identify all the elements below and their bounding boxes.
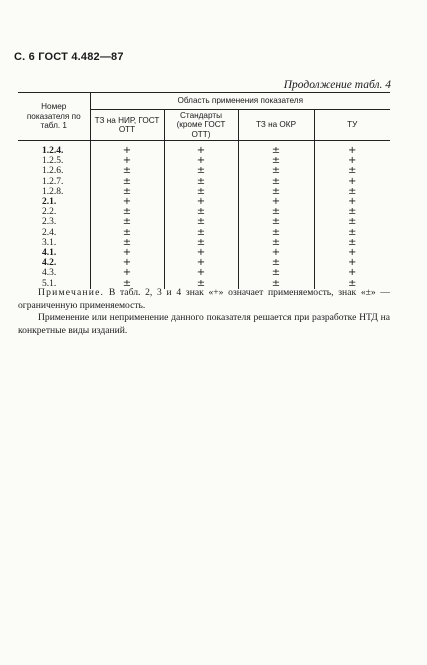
indicator-number: 2.2. xyxy=(42,207,57,218)
page-header: С. 6 ГОСТ 4.482—87 xyxy=(14,51,124,63)
applicability-mark: ± xyxy=(90,187,164,197)
note-paragraph-2: Применение или неприменение данного показателя решается при разработке НТД на конкретные виды изданий. xyxy=(18,312,390,336)
applicability-mark: ± xyxy=(238,238,314,248)
applicability-mark: ± xyxy=(238,187,314,197)
table-note xyxy=(18,287,390,337)
applicability-mark: ± xyxy=(314,217,390,227)
applicability-mark: + xyxy=(314,141,390,157)
applicability-mark: ± xyxy=(90,207,164,217)
applicability-mark: ± xyxy=(90,217,164,227)
table-body xyxy=(18,141,390,289)
applicability-mark: + xyxy=(90,258,164,268)
applicability-mark: ± xyxy=(164,207,238,217)
applicability-mark: + xyxy=(164,248,238,258)
applicability-mark: + xyxy=(314,156,390,166)
applicability-mark: + xyxy=(314,258,390,268)
indicator-number: 1.2.5. xyxy=(42,156,64,167)
note-text-1: В табл. 2, 3 и 4 знак «+» означает применяемость, знак «±» — ограниченную применяемость. xyxy=(18,287,390,311)
applicability-mark: + xyxy=(164,268,238,278)
applicability-mark: + xyxy=(90,248,164,258)
column-header-tz-okr: ТЗ на ОКР xyxy=(238,110,314,141)
indicator-number: 4.1. xyxy=(42,247,57,258)
table-row xyxy=(18,141,390,157)
note-paragraph-1 xyxy=(18,287,390,312)
applicability-mark: + xyxy=(90,197,164,207)
indicator-number: 1.2.4. xyxy=(42,146,64,157)
applicability-mark: ± xyxy=(314,278,390,288)
indicator-number: 1.2.7. xyxy=(42,176,64,187)
applicability-table xyxy=(18,92,390,289)
applicability-mark: ± xyxy=(238,141,314,157)
applicability-mark: + xyxy=(164,156,238,166)
column-header-standards: Стандарты (кроме ГОСТ ОТТ) xyxy=(164,110,238,141)
applicability-mark: + xyxy=(238,248,314,258)
applicability-mark: ± xyxy=(238,228,314,238)
applicability-mark: ± xyxy=(164,238,238,248)
indicator-number: 4.2. xyxy=(42,258,57,269)
applicability-mark: ± xyxy=(238,177,314,187)
table-row xyxy=(18,217,390,227)
applicability-mark: ± xyxy=(238,278,314,288)
indicator-number-header: Номер показателя по табл. 1 xyxy=(18,93,90,141)
applicability-mark: ± xyxy=(164,217,238,227)
applicability-mark: + xyxy=(314,268,390,278)
column-header-tu: ТУ xyxy=(314,110,390,141)
applicability-mark: ± xyxy=(164,177,238,187)
indicator-number: 2.1. xyxy=(42,197,57,208)
indicator-number: 2.3. xyxy=(42,217,57,228)
applicability-mark: ± xyxy=(314,238,390,248)
indicator-number: 5.1. xyxy=(42,278,57,289)
indicator-number: 1.2.8. xyxy=(42,186,64,197)
applicability-mark: ± xyxy=(164,166,238,176)
note-label: Примечание. xyxy=(38,287,105,298)
indicator-number: 3.1. xyxy=(42,237,57,248)
applicability-mark: ± xyxy=(90,278,164,288)
applicability-mark: ± xyxy=(90,238,164,248)
applicability-mark: + xyxy=(90,141,164,157)
applicability-mark: + xyxy=(238,197,314,207)
applicability-mark: ± xyxy=(238,207,314,217)
applicability-mark: + xyxy=(314,197,390,207)
table-continuation-caption: Продолжение табл. 4 xyxy=(283,79,391,91)
applicability-mark: + xyxy=(164,258,238,268)
indicator-number: 1.2.6. xyxy=(42,166,64,177)
indicator-number: 2.4. xyxy=(42,227,57,238)
applicability-mark: + xyxy=(314,248,390,258)
applicability-mark: + xyxy=(314,177,390,187)
applicability-mark: + xyxy=(90,156,164,166)
applicability-mark: ± xyxy=(314,207,390,217)
applicability-mark: + xyxy=(164,197,238,207)
applicability-mark: ± xyxy=(238,268,314,278)
applicability-mark: ± xyxy=(90,177,164,187)
table-row xyxy=(18,268,390,278)
applicability-mark: ± xyxy=(238,258,314,268)
indicator-number: 4.3. xyxy=(42,268,57,279)
applicability-mark: + xyxy=(164,141,238,157)
applicability-mark: ± xyxy=(90,228,164,238)
applicability-mark: ± xyxy=(314,187,390,197)
column-header-tz-nir: ТЗ на НИР, ГОСТ ОТТ xyxy=(90,110,164,141)
applicability-mark: ± xyxy=(164,278,238,288)
applicability-mark: ± xyxy=(238,166,314,176)
applicability-mark: ± xyxy=(314,166,390,176)
applicability-mark: ± xyxy=(90,166,164,176)
applicability-mark: + xyxy=(90,268,164,278)
application-area-header: Область применения показателя xyxy=(90,93,390,110)
applicability-mark: ± xyxy=(238,156,314,166)
applicability-mark: ± xyxy=(314,228,390,238)
applicability-mark: ± xyxy=(238,217,314,227)
applicability-mark: ± xyxy=(164,228,238,238)
applicability-mark: ± xyxy=(164,187,238,197)
